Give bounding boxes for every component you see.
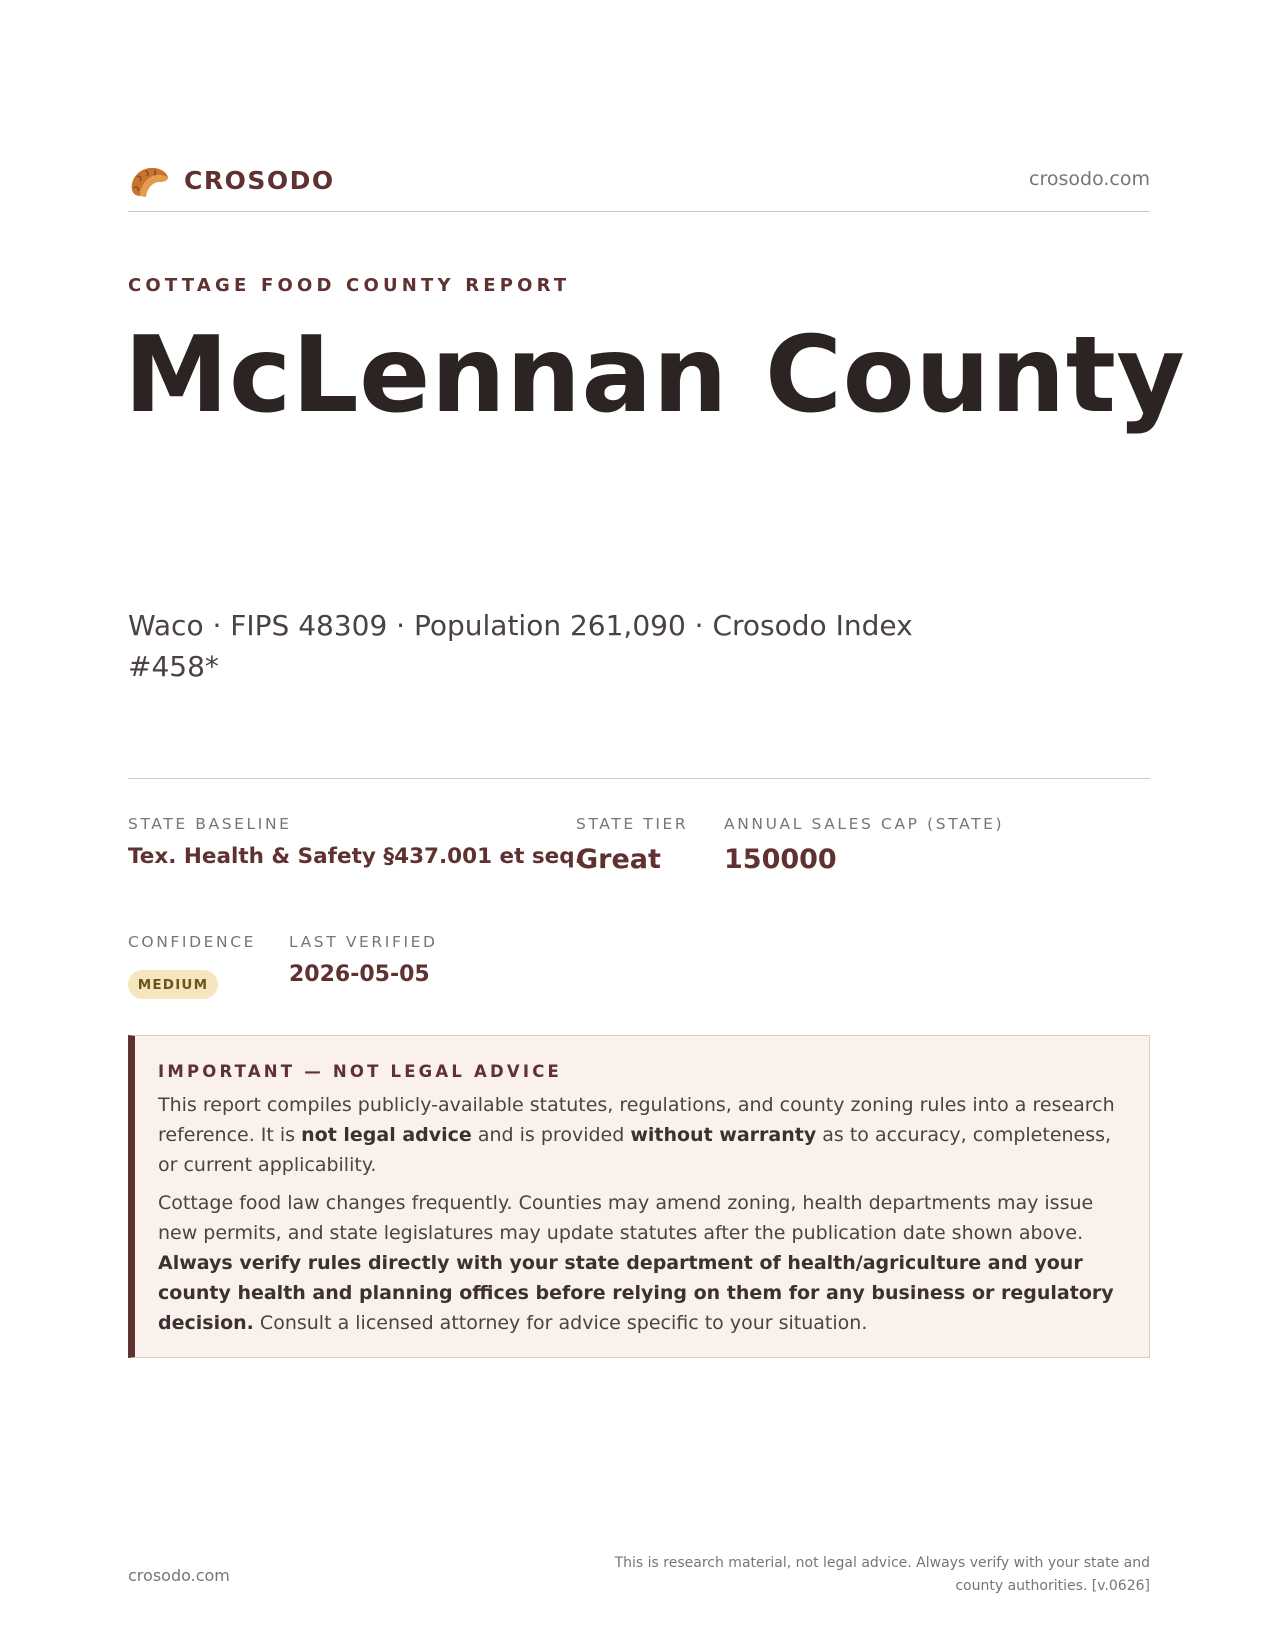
last-verified-value: 2026-05-05 [289, 962, 430, 987]
state-tier-value: Great [576, 844, 661, 875]
page-header [128, 158, 1150, 212]
county-title: McLennan County [124, 314, 1186, 436]
notice-title: IMPORTANT — NOT LEGAL ADVICE [158, 1062, 562, 1081]
section-divider [128, 778, 1150, 779]
notice-paragraph-1: This report compiles publicly-available statutes, regulations, and county zoning rules into a research reference. It is not legal advice and is provided without warranty as to accuracy, completeness, or current applicability. [158, 1094, 1115, 1176]
header-url[interactable]: crosodo.com [1029, 168, 1150, 190]
state-baseline-label: STATE BASELINE [128, 815, 292, 833]
croissant-icon [128, 160, 170, 200]
brand [128, 160, 335, 200]
footer-disclaimer: This is research material, not legal advice. Always verify with your state and county authorities. [v.0626] [614, 1555, 1150, 1594]
notice-paragraph-2: Cottage food law changes frequently. Counties may amend zoning, health departments may issue new permits, and state legislatures may update statutes after the publication date shown above. Always verify rules directly with your state department of health/agriculture and your county health and planning offices before relying on them for any business or regulatory decision. Consult a licensed attorney for advice specific to your situation. [158, 1192, 1114, 1334]
report-kicker: COTTAGE FOOD COUNTY REPORT [128, 275, 571, 296]
legal-notice [128, 1035, 1150, 1358]
sales-cap-label: ANNUAL SALES CAP (STATE) [724, 815, 1005, 833]
confidence-label: CONFIDENCE [128, 933, 257, 951]
last-verified-label: LAST VERIFIED [289, 933, 438, 951]
confidence-badge: MEDIUM [128, 970, 218, 999]
state-tier-label: STATE TIER [576, 815, 689, 833]
state-baseline-value: Tex. Health & Safety §437.001 et seq. [128, 844, 583, 869]
sales-cap-value: 150000 [724, 844, 837, 875]
footer-url[interactable]: crosodo.com [128, 1566, 230, 1585]
county-subtitle: Waco · FIPS 48309 · Population 261,090 · Crosodo Index #458* [128, 609, 913, 683]
brand-name: CROSODO [184, 165, 335, 195]
